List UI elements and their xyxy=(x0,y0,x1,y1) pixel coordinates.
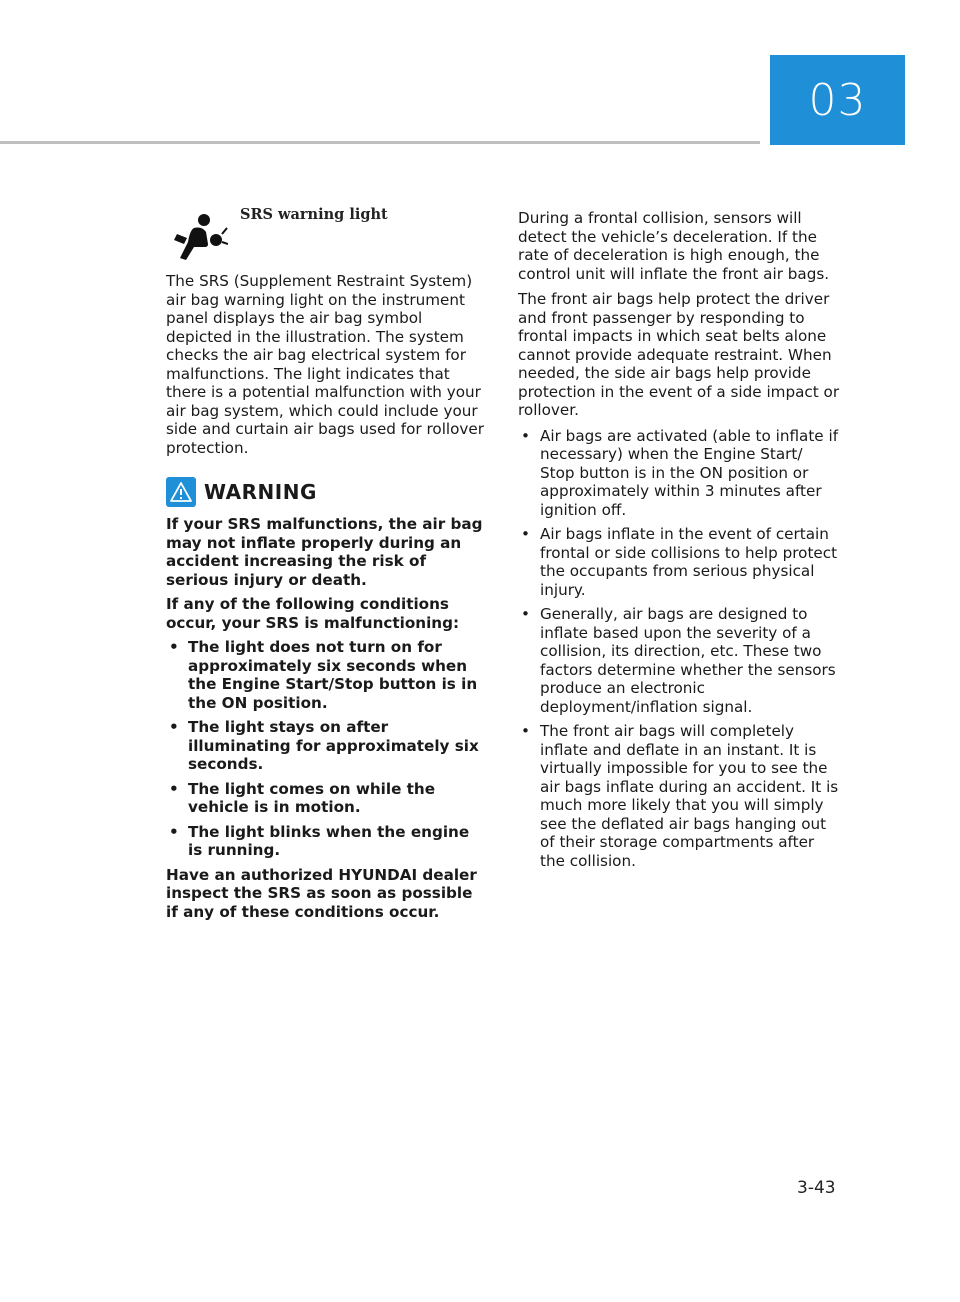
srs-intro-paragraph: The SRS (Supplement Restraint System) air bag warning light on the instrument panel displays the air bag symbol depicted in the illustration. The system checks the air bag electrical system for malfunctions. The light indicates that there is a potential malfunction with your air bag system, which could include your side and curtain air bags used for rollover protection. xyxy=(166,272,484,457)
list-item: • Generally, air bags are designed to inflate based upon the severity of a collision, its direction, etc. These two factors determine whether the sensors produce an electronic deployment/inflation signal. xyxy=(521,605,836,716)
warning-bullet-list xyxy=(166,638,488,860)
warning-paragraph-1: If your SRS malfunctions, the air bag may not inflate properly during an accident increasing the risk of serious injury or death. xyxy=(166,515,483,589)
list-item: • The front air bags will completely inflate and deflate in an instant. It is virtually impossible for you to see the air bags inflate during an accident. It is much more likely that you will simply see the deflated air bags hanging out of their storage compartments after the collision. xyxy=(521,722,839,870)
collision-paragraph: During a frontal collision, sensors will detect the vehicle’s deceleration. If the rate of deceleration is high enough, the control unit will inflate the front air bags. xyxy=(518,209,830,283)
left-column xyxy=(166,200,488,927)
right-column xyxy=(518,209,840,876)
list-item: • The light stays on after illuminating for approximately six seconds. xyxy=(169,718,479,773)
header-rule xyxy=(0,141,760,144)
list-item: • The light does not turn on for approximately six seconds when the Engine Start/Stop button is in the ON position. xyxy=(169,638,478,712)
warning-title: WARNING xyxy=(204,480,317,504)
warning-body xyxy=(166,515,488,921)
chapter-tab: 03 xyxy=(770,55,905,145)
srs-light-title: SRS warning light xyxy=(240,206,388,223)
warning-paragraph-2: If any of the following conditions occur, your SRS is malfunctioning: xyxy=(166,595,460,632)
warning-paragraph-3: Have an authorized HYUNDAI dealer inspect the SRS as soon as possible if any of these conditions occur. xyxy=(166,865,477,921)
airbag-bullet-list xyxy=(518,427,840,871)
list-item: • Air bags are activated (able to inflate if necessary) when the Engine Start/ Stop button is in the ON position or approximately within 3 minutes after ignition off. xyxy=(521,426,839,519)
list-item: • Air bags inflate in the event of certain frontal or side collisions to help protect the occupants from serious physical injury. xyxy=(521,525,838,599)
warning-triangle-icon xyxy=(166,477,196,507)
srs-light-heading xyxy=(166,200,488,264)
warning-heading xyxy=(166,477,488,507)
list-item: • The light comes on while the vehicle is in motion. xyxy=(169,779,436,816)
page-number: 3-43 xyxy=(797,1178,836,1198)
protection-paragraph: The front air bags help protect the driver and front passenger by responding to frontal impacts in which seat belts alone cannot provide adequate restraint. When needed, the side air bags help provide protection in the event of a side impact or rollover. xyxy=(518,290,840,419)
airbag-warning-icon xyxy=(172,214,228,264)
list-item: • The light blinks when the engine is running. xyxy=(169,822,470,859)
